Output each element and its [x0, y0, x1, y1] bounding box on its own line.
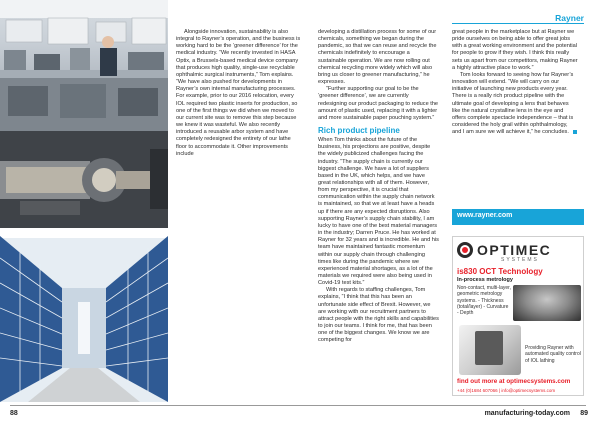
closing-paragraph-text: Tom looks forward to seeing how far Rayner’s innovation will extend. “We will carry on our initiative of launching new products every year. There is a really rich product pipeline with the ultimate goal of developing a lens that behaves like the natural crystalline lens in the eye and offers complete spectacle independence – that is considered the holy grail within ophthalmology, and I am sure we will achieve it,” he concludes. [452, 71, 574, 136]
body-paragraph: When Tom thinks about the future of the business, his projections are positive, despite the widely publicized challenges facing the industry. “The supply chain is currently our biggest challenge. We have a lot of suppliers based in the UK, which helps, and we have great relationships with all of them. However, from my perspective, it is crucial that communication within the supply chain network is maintained, so that we at least have a heads up if there are any expected disruptions. Also supporting Rayner’s supply chain stability, I am lucky to have one of the best material managers in the industry; Darren Pruce. He has worked at Rayner for 32 years and is incredible. He and his team have maintained fantastic momentum within our supply chain through challenging times like during the pandemic where we experienced material shortages, as a lot of the materials we required were also being used in Covid-19 test kits.” [318, 137, 439, 287]
publication-website: manufacturing-today.com [484, 410, 570, 417]
metrology-device-image [459, 325, 521, 375]
body-paragraph: great people in the marketplace but at Rayner we pride ourselves on being able to offer great jobs with a great working environment and the potential for people to grow if they wish. I think this really sets us apart from our competitors, making Rayner a highly attractive place to work.” [452, 29, 578, 71]
lathe-machine-photo [0, 131, 168, 228]
section-brand-label: Rayner [555, 13, 584, 23]
ad-brand-name: OPTIMEC [477, 242, 552, 258]
page-number-right: 89 [580, 410, 588, 417]
oct-scan-image [513, 285, 581, 321]
warehouse-shelving-photo [0, 228, 168, 402]
laboratory-illustration [0, 0, 168, 131]
header-divider [452, 23, 584, 24]
article-column-3 [452, 29, 578, 136]
lathe-illustration [0, 131, 168, 228]
laboratory-photo [0, 0, 168, 131]
ad-call-to-action-link[interactable]: find out more at optimecsystems.com [457, 378, 571, 385]
body-paragraph: “Further supporting our goal to be the ‘greener difference’, we are currently redesigning our product packaging to reduce the amount of plastic used, replacing it with a lighter and more sustainable paper pouching system.” [318, 86, 439, 121]
page-number-left: 88 [10, 410, 18, 417]
article-column-1 [176, 29, 303, 158]
website-banner[interactable] [452, 209, 584, 225]
body-paragraph: developing a distillation process for some of our chemicals, something we began during the pandemic, so that we can reuse and recycle the chemicals indefinitely to encourage a sustainable operation. We are now rolling out chemical recycling more widely which will also bring us closer to greener manufacturing,” he expresses. [318, 29, 437, 86]
ad-caption: Providing Rayner with automated quality control of IOL lathing [525, 345, 581, 364]
website-link[interactable]: www.rayner.com [457, 212, 513, 219]
ad-description: Non-contact, multi-layer, geometric metrology systems. - Thickness (total/layer) - Curvature - Depth [457, 285, 511, 317]
body-paragraph: Alongside innovation, sustainability is also integral to Rayner’s operation, and the business is working hard to be the ‘greener difference’ for the medical industry. “We recently invested in HASA Optix, a Brussels-based medical device company that produces high quality, single-use recyclable ophthalmic surgical instruments,” Tom explains. “We have also pushed for developments in Rayner’s own internal manufacturing processes. For example, prior to our 2016 relocation, every IOL required two plastic inserts for production, so one of the first things we did when we moved to our current site was to remove this step because we knew it was wasteful. We also recently introduced a reusable arbor system and have completely redesigned the entirety of our lathe floor to accommodate it. Other improvements include [176, 29, 301, 157]
ad-subheadline: In-process metrology [457, 277, 513, 283]
warehouse-illustration [0, 228, 168, 402]
body-paragraph [452, 72, 578, 136]
optimec-logo-icon [457, 242, 473, 258]
ad-brand-subtitle: SYSTEMS [501, 257, 539, 263]
section-subheading: Rich product pipeline [318, 126, 400, 136]
body-paragraph: With regards to staffing challenges, Tom explains, “I think that this has been an unfortunate side effect of Brexit. However, we are working with our recruitment partners to attract people with the right skills and capabilities to join our teams. I think for me, that has been one of the biggest changes. We know we are competing for [318, 287, 439, 344]
ad-contact-info: +44 (0)1684 607066 | info@optimecsystems.com [457, 388, 556, 393]
ad-headline: is830 OCT Technology [457, 267, 543, 276]
footer-divider [10, 405, 586, 406]
end-of-article-mark [573, 130, 577, 134]
optimec-advertisement [452, 236, 584, 396]
article-column-2 [318, 29, 439, 345]
